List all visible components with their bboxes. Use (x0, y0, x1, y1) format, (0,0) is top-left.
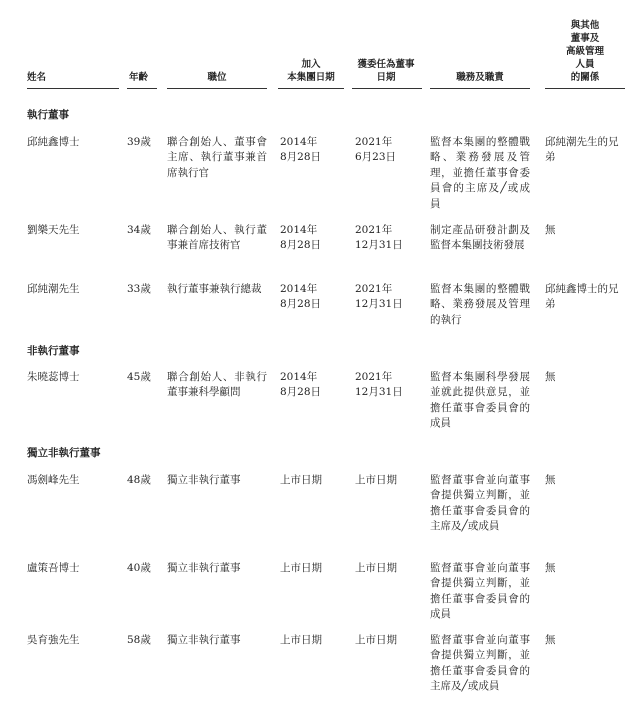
appointment-date-year: 2021年 (355, 224, 393, 236)
join-date-year: 2014年 (280, 224, 318, 236)
director-relationship: 無 (545, 224, 556, 236)
section-title-non-executive: 非執行董事 (27, 345, 80, 357)
director-position: 獨立非執行董事 (167, 562, 241, 574)
director-age: 33歲 (127, 283, 151, 295)
director-duties: 監督董事會並向董事會提供獨立判斷，並擔任董事會委員會的主席及╱或成員 (430, 634, 530, 693)
director-position: 獨立非執行董事 (167, 474, 241, 486)
director-duties: 監督董事會並向董事會提供獨立判斷，並擔任董事會委員會的主席及╱或成員 (430, 474, 530, 533)
director-relationship: 無 (545, 474, 556, 486)
join-date-year: 2014年 (280, 136, 318, 148)
header-rule-position (167, 88, 267, 89)
join-date-text: 上市日期 (280, 562, 322, 574)
director-position: 執行董事兼執行總裁 (167, 283, 262, 295)
director-age: 48歲 (127, 474, 151, 486)
join-date (280, 473, 340, 488)
director-age: 40歲 (127, 562, 151, 574)
director-relationship: 無 (545, 371, 556, 383)
join-date (280, 223, 340, 254)
header-rule-join-date (278, 88, 344, 89)
director-relationship: 無 (545, 634, 556, 646)
header-relationship-line4: 人員 (575, 59, 595, 70)
appointment-date (355, 282, 415, 313)
appointment-date-day: 12月31日 (355, 386, 403, 399)
join-date-text: 上市日期 (280, 474, 322, 486)
director-name: 朱曉蕊博士 (27, 371, 80, 383)
director-name: 馮劍峰先生 (27, 474, 80, 486)
join-date-year: 2014年 (280, 371, 318, 383)
join-date-day: 8月28日 (280, 151, 322, 164)
director-relationship: 無 (545, 562, 556, 574)
header-join-date (276, 58, 346, 84)
join-date-year: 2014年 (280, 283, 318, 295)
director-duties: 監督董事會並向董事會提供獨立判斷，並擔任董事會委員會的成員 (430, 562, 530, 621)
director-age: 34歲 (127, 224, 151, 236)
appointment-date (355, 561, 415, 576)
appointment-date-text: 上市日期 (355, 562, 397, 574)
director-name: 盧策吾博士 (27, 562, 80, 574)
director-position: 獨立非執行董事 (167, 634, 241, 646)
appointment-date-text: 上市日期 (355, 634, 397, 646)
appointment-date (355, 633, 415, 648)
director-name: 劉樂天先生 (27, 224, 80, 236)
section-title-executive: 執行董事 (27, 109, 69, 121)
director-relationship: 邱純潮先生的兄弟 (545, 136, 619, 164)
header-duties: 職務及職責 (456, 72, 504, 83)
director-position: 聯合創始人、執行董事兼首席技術官 (167, 224, 267, 252)
join-date-day: 8月28日 (280, 239, 322, 252)
appointment-date (355, 223, 415, 254)
join-date (280, 633, 340, 648)
director-age: 58歲 (127, 634, 151, 646)
appointment-date-day: 12月31日 (355, 239, 403, 252)
header-rule-duties (430, 88, 530, 89)
header-age: 年齡 (129, 72, 149, 83)
join-date (280, 282, 340, 313)
director-name: 吳育強先生 (27, 634, 80, 646)
director-position: 聯合創始人、董事會主席、執行董事兼首席執行官 (167, 136, 267, 179)
header-appointment-date-line2: 日期 (376, 72, 396, 83)
header-relationship (545, 19, 625, 84)
join-date-text: 上市日期 (280, 634, 322, 646)
header-join-date-line1: 加入 (301, 59, 321, 70)
header-appointment-date (346, 58, 426, 84)
appointment-date (355, 135, 415, 166)
join-date (280, 370, 340, 401)
director-name: 邱純鑫博士 (27, 136, 80, 148)
director-name: 邱純潮先生 (27, 283, 80, 295)
director-age: 39歲 (127, 136, 151, 148)
join-date (280, 135, 340, 166)
director-duties: 監督本集團科學發展並就此提供意見，並擔任董事會委員會的成員 (430, 371, 530, 430)
section-title-independent: 獨立非執行董事 (27, 447, 101, 459)
director-relationship: 邱純鑫博士的兄弟 (545, 283, 619, 311)
header-position: 職位 (207, 72, 227, 83)
appointment-date-day: 12月31日 (355, 298, 403, 311)
join-date-day: 8月28日 (280, 298, 322, 311)
appointment-date (355, 370, 415, 401)
header-join-date-line2: 本集團日期 (287, 72, 335, 83)
director-duties: 監督本集團的整體戰略、業務發展及管理的執行 (430, 283, 530, 326)
header-appointment-date-line1: 獲委任為董事 (357, 59, 415, 70)
appointment-date-year: 2021年 (355, 136, 393, 148)
appointment-date-year: 2021年 (355, 371, 393, 383)
join-date-day: 8月28日 (280, 386, 322, 399)
director-duties: 監督本集團的整體戰略、業務發展及管理，並擔任董事會委員會的主席及╱或成員 (430, 136, 530, 210)
director-duties: 制定產品研發計劃及監督本集團技術發展 (430, 224, 530, 252)
appointment-date-year: 2021年 (355, 283, 393, 295)
header-relationship-line1: 與其他 (570, 20, 600, 31)
header-relationship-line2: 董事及 (570, 33, 600, 44)
director-age: 45歲 (127, 371, 151, 383)
header-rule-appointment-date (352, 88, 422, 89)
header-rule-relationship (545, 88, 625, 89)
appointment-date (355, 473, 415, 488)
header-relationship-line3: 高級管理 (565, 46, 604, 57)
header-name: 姓名 (27, 72, 47, 83)
appointment-date-day: 6月23日 (355, 151, 397, 164)
join-date (280, 561, 340, 576)
director-position: 聯合創始人、非執行董事兼科學顧問 (167, 371, 267, 399)
header-relationship-line5: 的關係 (570, 72, 600, 83)
header-rule-age (127, 88, 157, 89)
appointment-date-text: 上市日期 (355, 474, 397, 486)
header-rule-name (27, 88, 119, 89)
